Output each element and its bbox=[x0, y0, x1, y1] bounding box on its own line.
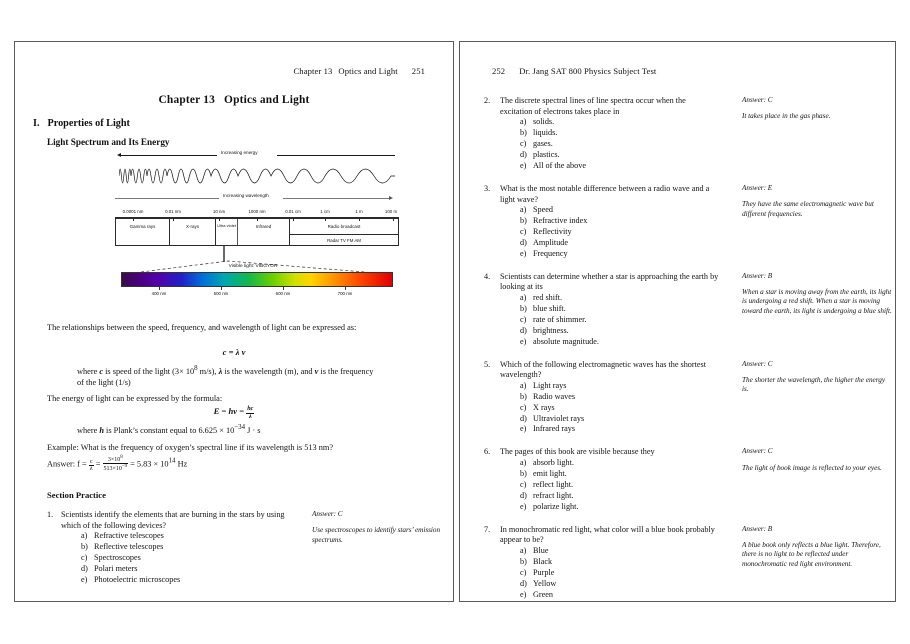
scale-label-5: 1 cm bbox=[320, 209, 330, 214]
page-right bbox=[459, 41, 896, 602]
option-text: Light rays bbox=[533, 380, 567, 390]
answer-key: Answer: C bbox=[742, 447, 773, 456]
colorbar-label-700nm: 700 nm bbox=[337, 291, 353, 296]
em-spectrum-figure bbox=[111, 148, 403, 312]
increasing-energy-line-left bbox=[121, 155, 217, 156]
eq-c-lhs: c bbox=[222, 347, 227, 357]
option-letter: c) bbox=[81, 553, 88, 563]
equation-c-lambda-nu bbox=[15, 347, 453, 359]
option-row[interactable] bbox=[520, 249, 884, 260]
option-row[interactable] bbox=[520, 150, 884, 161]
option-text: Reflective telescopes bbox=[94, 542, 164, 552]
option-text: Spectroscopes bbox=[94, 553, 141, 563]
option-text: All of the above bbox=[533, 160, 586, 170]
option-text: Speed bbox=[533, 205, 554, 215]
chapter-title-name: Optics and Light bbox=[224, 94, 310, 106]
option-letter: d) bbox=[520, 150, 527, 160]
option-letter: d) bbox=[520, 490, 527, 500]
question-item bbox=[47, 510, 447, 586]
option-row[interactable] bbox=[81, 575, 447, 586]
option-text: Frequency bbox=[533, 248, 568, 258]
section-heading bbox=[33, 118, 130, 129]
answer-f2-den-base: 513×10 bbox=[103, 466, 122, 473]
where2-a: where bbox=[77, 425, 100, 435]
option-letter: d) bbox=[520, 237, 527, 247]
subsection-heading: Light Spectrum and Its Energy bbox=[47, 137, 170, 147]
question-number: 7. bbox=[484, 524, 491, 534]
answer-explanation: The light of book image is reflected to your eyes. bbox=[742, 463, 882, 472]
option-letter: b) bbox=[520, 556, 527, 566]
option-letter: b) bbox=[520, 216, 527, 226]
option-row[interactable] bbox=[520, 337, 884, 348]
answer-key: Answer: B bbox=[742, 524, 773, 533]
increasing-wavelength-line-right bbox=[283, 198, 389, 199]
question-stem: The pages of this book are visible because they bbox=[500, 447, 655, 457]
eq-e-fraction bbox=[246, 406, 254, 420]
option-text: plastics. bbox=[533, 150, 560, 160]
eq-e-frac-num: hc bbox=[247, 405, 254, 413]
option-text: solids. bbox=[533, 117, 555, 127]
option-row[interactable] bbox=[520, 424, 884, 435]
answer-prefix: Answer: f = bbox=[47, 459, 89, 469]
question-number: 5. bbox=[484, 359, 491, 369]
option-letter: d) bbox=[81, 564, 88, 574]
answer-f2-num bbox=[103, 455, 129, 464]
option-letter: e) bbox=[520, 501, 527, 511]
where1-f: is the frequency of the light (1/s) bbox=[77, 366, 374, 387]
visible-light-label: Visible light: VIBGYOR bbox=[228, 264, 278, 269]
option-letter: a) bbox=[520, 458, 527, 468]
eq-e-lhs: E bbox=[213, 406, 220, 416]
answer-sidebar bbox=[742, 447, 892, 473]
option-text: Green bbox=[533, 589, 554, 599]
option-text: Ultraviolet rays bbox=[533, 413, 585, 423]
spectrum-band-table bbox=[115, 218, 399, 246]
answer-explanation: A blue book only reflects a blue light. Therefore, there is no light to be reflected under monochromatic red light environment. bbox=[742, 540, 881, 568]
band-ultra-violet: Ultra violet bbox=[216, 219, 238, 245]
option-letter: b) bbox=[520, 128, 527, 138]
section-heading-text: Properties of Light bbox=[47, 118, 130, 129]
where1-b: is speed of the light (3× 10 bbox=[103, 366, 195, 376]
eq-c-rhs: λ ν bbox=[235, 347, 246, 357]
option-text: gases. bbox=[533, 139, 553, 149]
answer-f2-den-exp: −9 bbox=[121, 464, 128, 470]
scale-label-1: 0.01 nm bbox=[165, 209, 181, 214]
where1-d: m/s), bbox=[197, 366, 219, 376]
answer-explanation: When a star is moving away from the earth, its light is undergoing a red shift. When a star is moving toward the earth, its light is undergoing a blue shift. bbox=[742, 288, 892, 315]
option-row[interactable] bbox=[520, 579, 884, 590]
option-text: absorb light. bbox=[533, 458, 574, 468]
running-head-left bbox=[293, 66, 425, 76]
answer-key: Answer: C bbox=[742, 96, 773, 104]
option-letter: e) bbox=[81, 574, 88, 584]
option-letter: e) bbox=[520, 424, 527, 434]
option-text: emit light. bbox=[533, 468, 567, 478]
option-letter: e) bbox=[520, 160, 527, 170]
scale-label-3: 1000 nm bbox=[248, 209, 266, 214]
answer-sidebar bbox=[742, 525, 892, 569]
option-row[interactable] bbox=[520, 139, 884, 150]
option-letter: c) bbox=[520, 402, 527, 412]
running-head-right bbox=[492, 66, 656, 76]
answer-equals: = bbox=[93, 459, 103, 469]
option-text: Blue bbox=[533, 545, 549, 555]
band-gamma-rays: Gamma rays bbox=[116, 219, 170, 245]
option-text: Reflectivity bbox=[533, 226, 572, 236]
option-row[interactable] bbox=[520, 590, 884, 601]
question-stem: The discrete spectral lines of line spectra occur when the excitation of electrons takes place in bbox=[500, 96, 686, 116]
option-row[interactable] bbox=[520, 227, 884, 238]
option-text: liquids. bbox=[533, 128, 558, 138]
scale-label-0: 0.0001 nm bbox=[122, 209, 144, 214]
band-radio-broadcast: Radio broadcast bbox=[327, 224, 361, 229]
question-stem: Scientists identify the elements that are burning in the stars by using which of the following devices? bbox=[61, 510, 285, 530]
page-left bbox=[14, 41, 454, 602]
option-letter: c) bbox=[520, 139, 527, 149]
option-row[interactable] bbox=[81, 553, 447, 564]
answer-f2-num-exp: 8 bbox=[120, 455, 123, 460]
question-item bbox=[484, 184, 884, 260]
paragraph-energy-formula: The energy of light can be expressed by the formula: bbox=[47, 394, 223, 403]
increasing-wavelength-label: Increasing wavelength bbox=[223, 193, 269, 198]
option-row[interactable] bbox=[520, 315, 884, 326]
equation-energy bbox=[15, 406, 453, 420]
option-row[interactable] bbox=[520, 161, 884, 172]
option-text: Amplitude bbox=[533, 237, 569, 247]
question-stem: In monochromatic red light, what color will a blue book probably appear to be? bbox=[500, 524, 715, 545]
option-row[interactable] bbox=[520, 480, 884, 491]
running-head-chapter: Chapter 13 bbox=[293, 66, 333, 76]
question-number: 4. bbox=[484, 271, 491, 281]
answer-fraction-2 bbox=[103, 455, 129, 473]
page-number-left: 251 bbox=[411, 66, 425, 76]
option-letter: c) bbox=[520, 567, 527, 577]
option-letter: c) bbox=[520, 314, 527, 324]
chapter-title-label: Chapter 13 bbox=[158, 94, 216, 106]
question-item bbox=[484, 360, 884, 436]
answer-key: Answer: E bbox=[742, 183, 773, 192]
increasing-wavelength-line-left bbox=[115, 198, 219, 199]
answer-explanation: It takes place in the gas phase. bbox=[742, 112, 831, 121]
book-title: Dr. Jang SAT 800 Physics Subject Test bbox=[519, 66, 657, 76]
question-number: 3. bbox=[484, 183, 491, 193]
wave-graphic bbox=[119, 160, 395, 192]
section-numeral: I. bbox=[33, 118, 40, 129]
option-text: X rays bbox=[533, 402, 555, 412]
option-letter: b) bbox=[520, 391, 527, 401]
question-list-right bbox=[484, 96, 892, 602]
answer-unit: Hz bbox=[175, 459, 188, 469]
answer-f2-num-base: 3×10 bbox=[107, 456, 121, 463]
question-options bbox=[520, 117, 884, 172]
option-row[interactable] bbox=[520, 238, 884, 249]
where2-exponent: −34 bbox=[234, 424, 246, 431]
answer-sidebar bbox=[742, 360, 892, 395]
answer-key: Answer: C bbox=[742, 359, 773, 368]
option-letter: b) bbox=[520, 303, 527, 313]
answer-explanation: Use spectroscopes to identify stars’ emission spectrums. bbox=[312, 526, 441, 544]
option-text: Photoelectric microscopes bbox=[94, 574, 181, 584]
eq-e-op2: = bbox=[237, 406, 247, 416]
option-letter: a) bbox=[520, 545, 527, 555]
example-question: Example: What is the frequency of oxygen’s spectral line if its wavelength is 513 nm? bbox=[47, 443, 334, 452]
option-text: Infrared rays bbox=[533, 424, 576, 434]
answer-sidebar bbox=[742, 184, 892, 219]
option-text: Black bbox=[533, 556, 553, 566]
symbol-lambda: λ bbox=[218, 366, 223, 376]
option-text: Refractive index bbox=[533, 216, 588, 226]
answer-key: Answer: C bbox=[312, 510, 343, 518]
option-text: Radio waves bbox=[533, 391, 576, 401]
colorbar-label-500nm: 500 nm bbox=[213, 291, 229, 296]
eq-e-op1: = bbox=[221, 406, 229, 416]
question-stem: Which of the following electromagnetic waves has the shortest wavelength? bbox=[500, 359, 706, 380]
option-row[interactable] bbox=[520, 403, 884, 414]
answer-f2-den bbox=[103, 464, 129, 472]
answer-key: Answer: B bbox=[742, 271, 773, 280]
scale-label-2: 10 nm bbox=[212, 209, 226, 214]
section-practice-heading: Section Practice bbox=[47, 490, 106, 500]
spectrum-scale bbox=[115, 210, 399, 218]
option-letter: d) bbox=[520, 578, 527, 588]
option-text: reflect light. bbox=[533, 479, 574, 489]
answer-explanation: They have the same electromagnetic wave but different frequencies. bbox=[742, 200, 874, 218]
answer-f1-den: λ bbox=[89, 466, 93, 473]
question-item bbox=[484, 96, 884, 172]
scale-label-4: 0.01 cm bbox=[285, 209, 301, 214]
question-stem: Scientists can determine whether a star is approaching the earth by looking at its bbox=[500, 271, 719, 292]
option-row[interactable] bbox=[520, 326, 884, 337]
question-list-left bbox=[47, 510, 447, 595]
option-letter: a) bbox=[520, 205, 527, 215]
visible-spectrum-colorbar bbox=[121, 272, 393, 287]
eq-e-frac-den: λ bbox=[248, 412, 252, 420]
option-text: polarize light. bbox=[533, 501, 579, 511]
option-row[interactable] bbox=[81, 564, 447, 575]
option-letter: a) bbox=[81, 531, 88, 541]
option-text: Polari meters bbox=[94, 564, 138, 574]
option-text: Yellow bbox=[533, 578, 557, 588]
option-row[interactable] bbox=[520, 568, 884, 579]
page-number-right: 252 bbox=[492, 66, 506, 76]
option-letter: e) bbox=[520, 589, 527, 599]
colorbar-label-400nm: 400 nm bbox=[151, 291, 167, 296]
option-letter: d) bbox=[520, 325, 527, 335]
scale-label-7: 100 m bbox=[384, 209, 398, 214]
where1-exponent: 8 bbox=[194, 365, 198, 372]
question-stem: What is the most notable difference between a radio wave and a light wave? bbox=[500, 183, 710, 204]
option-row[interactable] bbox=[520, 128, 884, 139]
question-item bbox=[484, 447, 884, 512]
option-letter: a) bbox=[520, 117, 527, 127]
option-letter: a) bbox=[520, 380, 527, 390]
symbol-c: c bbox=[99, 366, 104, 376]
option-text: rate of shimmer. bbox=[533, 314, 587, 324]
definition-c-lambda-nu bbox=[77, 364, 377, 388]
paragraph-speed-frequency-wavelength: The relationships between the speed, frequency, and wavelength of light can be expressed as: bbox=[47, 323, 357, 332]
where1-e: is the wavelength (m), and bbox=[222, 366, 315, 376]
option-row[interactable] bbox=[520, 502, 884, 513]
example-answer bbox=[47, 455, 397, 473]
option-letter: c) bbox=[520, 226, 527, 236]
where2-c: J · s bbox=[245, 425, 261, 435]
answer-sidebar bbox=[742, 272, 892, 316]
running-head-title: Optics and Light bbox=[338, 66, 398, 76]
option-text: brightness. bbox=[533, 325, 569, 335]
option-letter: c) bbox=[520, 479, 527, 489]
eq-c-operator: = bbox=[228, 347, 234, 357]
option-letter: e) bbox=[520, 336, 527, 346]
answer-sidebar bbox=[312, 510, 442, 545]
definition-plank-constant bbox=[77, 423, 387, 436]
increasing-wavelength-arrowhead-icon bbox=[389, 196, 393, 200]
where2-b: is Plank’s constant equal to 6.625 × 10 bbox=[103, 425, 235, 435]
option-letter: e) bbox=[520, 248, 527, 258]
eq-e-hnu: hν bbox=[228, 406, 238, 416]
question-item bbox=[484, 271, 892, 348]
colorbar-label-600nm: 600 nm bbox=[275, 291, 291, 296]
band-x-rays: X-rays bbox=[170, 219, 216, 245]
answer-result-exp: 14 bbox=[168, 457, 176, 465]
band-infrared: Infrared bbox=[238, 219, 290, 245]
option-text: Purple bbox=[533, 567, 555, 577]
increasing-energy-label: Increasing energy bbox=[221, 150, 258, 155]
band-radio-subtypes: Radar TV FM AM bbox=[290, 234, 398, 245]
answer-result: = 5.83 × 10 bbox=[128, 459, 169, 469]
increasing-energy-line-right bbox=[277, 155, 395, 156]
scale-label-6: 1 m bbox=[355, 209, 363, 214]
symbol-h: h bbox=[99, 425, 104, 435]
where1-a: where bbox=[77, 366, 100, 376]
answer-explanation: The shorter the wavelength, the higher the energy is. bbox=[742, 375, 886, 394]
answer-f1-num: c bbox=[89, 458, 93, 465]
option-letter: b) bbox=[520, 468, 527, 478]
option-row[interactable] bbox=[520, 491, 884, 502]
question-number: 1. bbox=[47, 510, 54, 519]
option-text: refract light. bbox=[533, 490, 574, 500]
question-number: 2. bbox=[484, 96, 491, 105]
answer-sidebar bbox=[742, 96, 892, 122]
option-text: Refractive telescopes bbox=[94, 531, 164, 541]
question-item bbox=[484, 525, 884, 601]
option-text: blue shift. bbox=[533, 303, 566, 313]
option-text: red shift. bbox=[533, 293, 563, 302]
option-letter: b) bbox=[81, 542, 88, 552]
question-number: 6. bbox=[484, 447, 491, 457]
option-letter: d) bbox=[520, 413, 527, 423]
option-text: absolute magnitude. bbox=[533, 336, 599, 346]
option-row[interactable] bbox=[520, 414, 884, 425]
symbol-nu: ν bbox=[314, 366, 319, 376]
option-letter: a) bbox=[520, 293, 527, 302]
chapter-title bbox=[15, 94, 453, 106]
